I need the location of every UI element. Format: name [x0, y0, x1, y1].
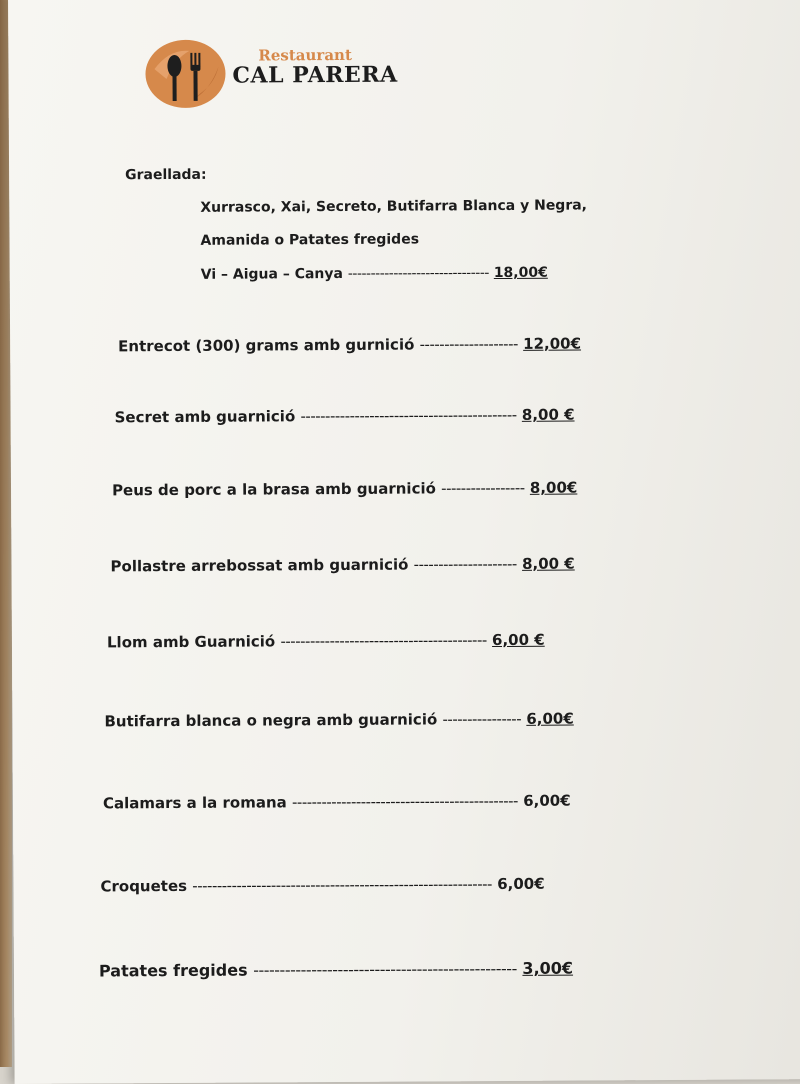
menu-page: [8, 0, 800, 1084]
graellada-line-3: [201, 265, 548, 283]
fork-and-spoon-icon: [144, 39, 228, 110]
menu-item-name: Entrecot (300) grams amb gurnició: [118, 335, 415, 356]
dot-leader: ------------------------------------------: [280, 631, 487, 651]
dot-leader: -------------------------------------------------------------: [192, 875, 492, 895]
menu-item-name: Secret amb guarnició: [114, 407, 296, 427]
menu-item-name: Llom amb Guarnició: [106, 632, 276, 652]
graellada-line-1: Xurrasco, Xai, Secreto, Butifarra Blanca y Negra,: [200, 197, 588, 216]
menu-item-price: 6,00€: [523, 791, 571, 810]
menu-item: [103, 792, 571, 813]
restaurant-label: Restaurant: [258, 45, 352, 65]
menu-item: [100, 875, 544, 896]
graellada-line-2: Amanida o Patates fregides: [200, 231, 420, 249]
dot-leader: ----------------------------------------------: [291, 791, 518, 812]
menu-item-name: Peus de porc a la brasa amb guarnició: [111, 479, 436, 500]
dot-leader: -------------------------------: [347, 265, 489, 282]
menu-item: [107, 631, 545, 652]
menu-item: [99, 959, 573, 981]
menu-item: [118, 335, 581, 356]
menu-item-name: Patates fregides: [98, 960, 248, 981]
menu-item: [104, 710, 573, 731]
menu-item-price: 3,00€: [522, 958, 574, 978]
menu-item-price: 8,00 €: [521, 554, 575, 573]
menu-item-price: 6,00€: [526, 709, 574, 728]
graellada-title: Graellada:: [125, 166, 207, 184]
menu-item-price: 6,00€: [497, 874, 545, 894]
restaurant-name: CAL PARERA: [232, 61, 398, 89]
graellada-price: 18,00€: [493, 264, 548, 282]
menu-item-price: 6,00 €: [491, 630, 545, 650]
dot-leader: ----------------: [442, 709, 522, 729]
menu-item: [110, 555, 574, 576]
graellada-drinks: Vi – Aigua – Canya: [200, 265, 343, 283]
dot-leader: ---------------------: [413, 554, 517, 574]
menu-item-name: Pollastre arrebossat amb guarnició: [110, 555, 409, 576]
dot-leader: --------------------: [419, 334, 518, 354]
menu-item: [112, 479, 577, 500]
menu-item: [115, 406, 575, 427]
menu-item-name: Croquetes: [100, 876, 188, 896]
menu-item-price: 12,00€: [523, 334, 582, 353]
menu-item-name: Calamars a la romana: [102, 793, 287, 813]
menu-item-price: 8,00 €: [521, 405, 575, 424]
dot-leader: --------------------------------------------: [300, 405, 517, 426]
dot-leader: --------------------------------------------------: [253, 958, 517, 980]
menu-item-name: Butifarra blanca o negra amb guarnició: [104, 710, 438, 731]
dot-leader: -----------------: [441, 478, 525, 498]
menu-item-price: 8,00€: [529, 478, 578, 497]
